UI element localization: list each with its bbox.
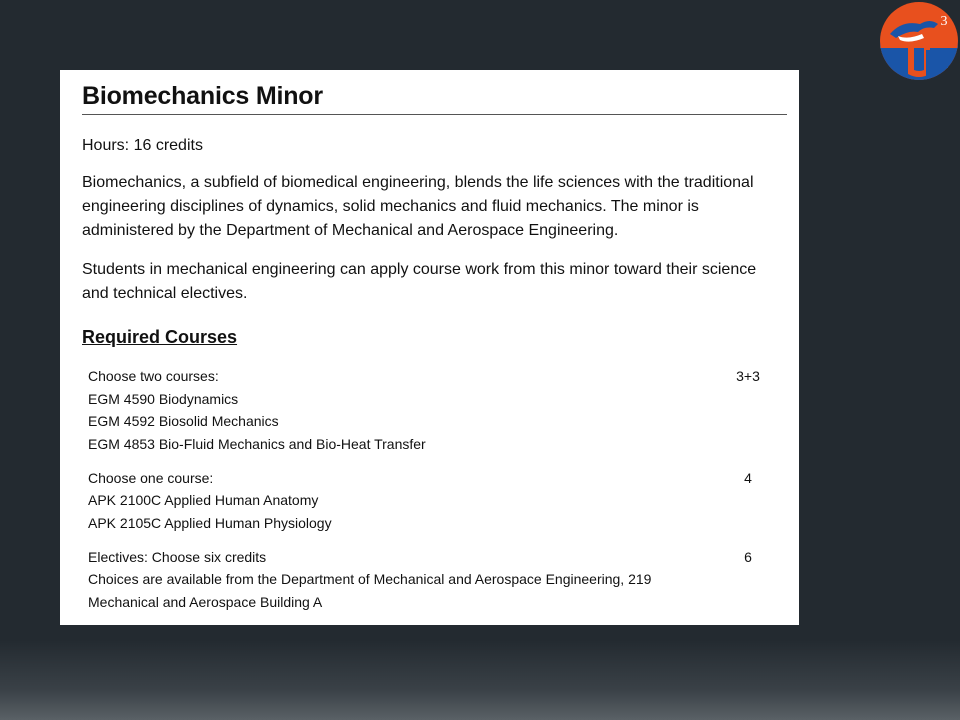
course-line: EGM 4592 Biosolid Mechanics	[88, 413, 279, 429]
course-line: Mechanical and Aerospace Building A	[88, 594, 323, 610]
hours-text: Hours: 16 credits	[82, 137, 203, 154]
page-number: 3	[940, 14, 948, 29]
group-heading: Choose two courses:	[88, 368, 219, 384]
title-divider	[82, 114, 787, 115]
group-heading: Electives: Choose six credits	[88, 549, 267, 565]
description-paragraph: Biomechanics, a subfield of biomedical engineering, blends the life sciences with the traditional engineering disciplines of dynamics, solid mechanics and fluid mechanics. The minor is administered by the Department of Mechanical and Aerospace Engineering.	[82, 174, 754, 239]
required-courses-heading: Required Courses	[82, 327, 238, 347]
group-heading: Choose one course:	[88, 470, 214, 486]
course-line: EGM 4853 Bio-Fluid Mechanics and Bio-Heat Transfer	[88, 436, 426, 452]
group-credits: 4	[744, 470, 752, 486]
group-credits: 6	[744, 549, 752, 565]
course-line: EGM 4590 Biodynamics	[88, 391, 239, 407]
course-line: APK 2105C Applied Human Physiology	[88, 515, 332, 531]
course-line: Choices are available from the Department of Mechanical and Aerospace Engineering, 219	[88, 571, 652, 587]
page-title: Biomechanics Minor	[82, 82, 323, 110]
group-credits: 3+3	[736, 368, 760, 384]
uf-gator-logo-icon	[878, 0, 960, 82]
students-paragraph: Students in mechanical engineering can apply course work from this minor toward their science and technical electives.	[82, 261, 757, 302]
course-line: APK 2100C Applied Human Anatomy	[88, 492, 319, 508]
document-panel	[60, 70, 799, 625]
